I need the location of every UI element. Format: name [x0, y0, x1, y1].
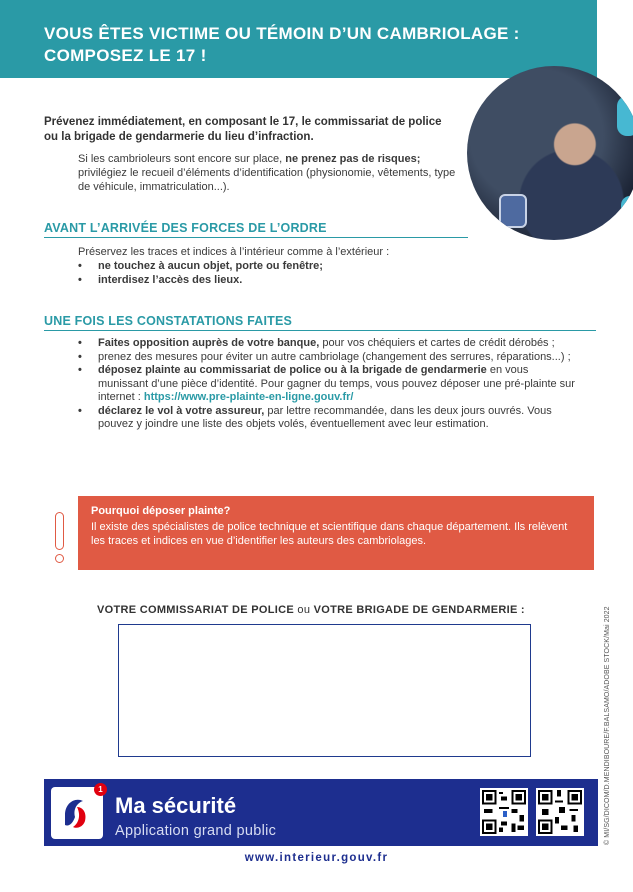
website-url[interactable]: www.interieur.gouv.fr	[244, 852, 389, 864]
section-title-after: UNE FOIS LES CONSTATATIONS FAITES	[44, 314, 293, 328]
intro-text: Prévenez immédiatement, en composant le 17, le commissariat de police ou la brigade de gendarmerie du lieu d’infraction.	[44, 116, 442, 143]
contact-box	[118, 624, 531, 757]
app-name: Ma sécurité	[115, 793, 237, 818]
app-logo	[51, 787, 103, 839]
list-item: • déposez plainte au commissariat de police ou à la brigade de gendarmerie en vous munissant d’une pièce d’identité. Pour gagner du temps, vous pouvez déposer une pré-plainte sur internet : https://www.pre-plainte-en-ligne.gouv.fr/	[78, 364, 578, 405]
police-officer-photo	[467, 66, 633, 240]
qr-code-icon[interactable]	[536, 788, 584, 836]
qr-code-icon[interactable]	[480, 788, 528, 836]
marianne-logo-icon	[61, 795, 91, 831]
police-badge-icon	[499, 194, 527, 228]
section-divider	[44, 330, 596, 331]
alert-title: Pourquoi déposer plainte?	[91, 505, 231, 517]
alert-text: Il existe des spécialistes de police technique et scientifique dans chaque département. Ils relèvent les traces et indices en vue d’identifier les auteurs des cambriolages.	[91, 521, 568, 547]
section2-list	[78, 337, 578, 432]
app-subtitle: Application grand public	[115, 823, 277, 839]
list-item: • interdisez l’accès des lieux.	[78, 274, 323, 288]
page-title	[44, 23, 520, 67]
section1-list	[78, 260, 323, 287]
header-banner	[0, 0, 597, 78]
section-divider	[44, 237, 468, 238]
glove-icon	[617, 96, 633, 136]
pre-plainte-link[interactable]: https://www.pre-plainte-en-ligne.gouv.fr/	[143, 391, 354, 403]
app-banner[interactable]	[44, 779, 598, 846]
section-title-before: AVANT L’ARRIVÉE DES FORCES DE L’ORDRE	[44, 221, 327, 235]
exclamation-icon	[55, 512, 64, 550]
contact-label: VOTRE COMMISSARIAT DE POLICE ou VOTRE BRIGADE DE GENDARMERIE :	[97, 604, 525, 616]
notification-badge: 1	[94, 783, 107, 796]
para-risks: Si les cambrioleurs sont encore sur place, ne prenez pas de risques; privilégiez le recueil d’éléments d’identification (physionomie, vêtements, type de véhicule, immatriculation...).	[78, 153, 456, 193]
title-line-1: VOUS ÊTES VICTIME OU TÉMOIN D’UN CAMBRIOLAGE :	[44, 24, 520, 43]
list-item: • Faites opposition auprès de votre banque, pour vos chéquiers et cartes de crédit dérobés ;	[78, 337, 578, 351]
list-item: • prenez des mesures pour éviter un autre cambriolage (changement des serrures, réparations...) ;	[78, 351, 578, 365]
exclamation-dot-icon	[55, 554, 64, 563]
alert-box	[78, 496, 594, 570]
photo-credit: © MI/SG/DICOM/D.MENDIBOURE/F.BALSAMO/ADOBE STOCK/Mai 2022	[604, 606, 611, 845]
glove-icon	[621, 196, 633, 226]
section1-lead: Préservez les traces et indices à l’intérieur comme à l’extérieur :	[78, 246, 390, 258]
list-item: • déclarez le vol à votre assureur, par lettre recommandée, dans les deux jours ouvrés. Vous pouvez y joindre une liste des objets volés, éventuellement avec leur estimation.	[78, 405, 578, 432]
title-line-2: COMPOSEZ LE 17 !	[44, 46, 207, 65]
list-item: • ne touchez à aucun objet, porte ou fenêtre;	[78, 260, 323, 274]
